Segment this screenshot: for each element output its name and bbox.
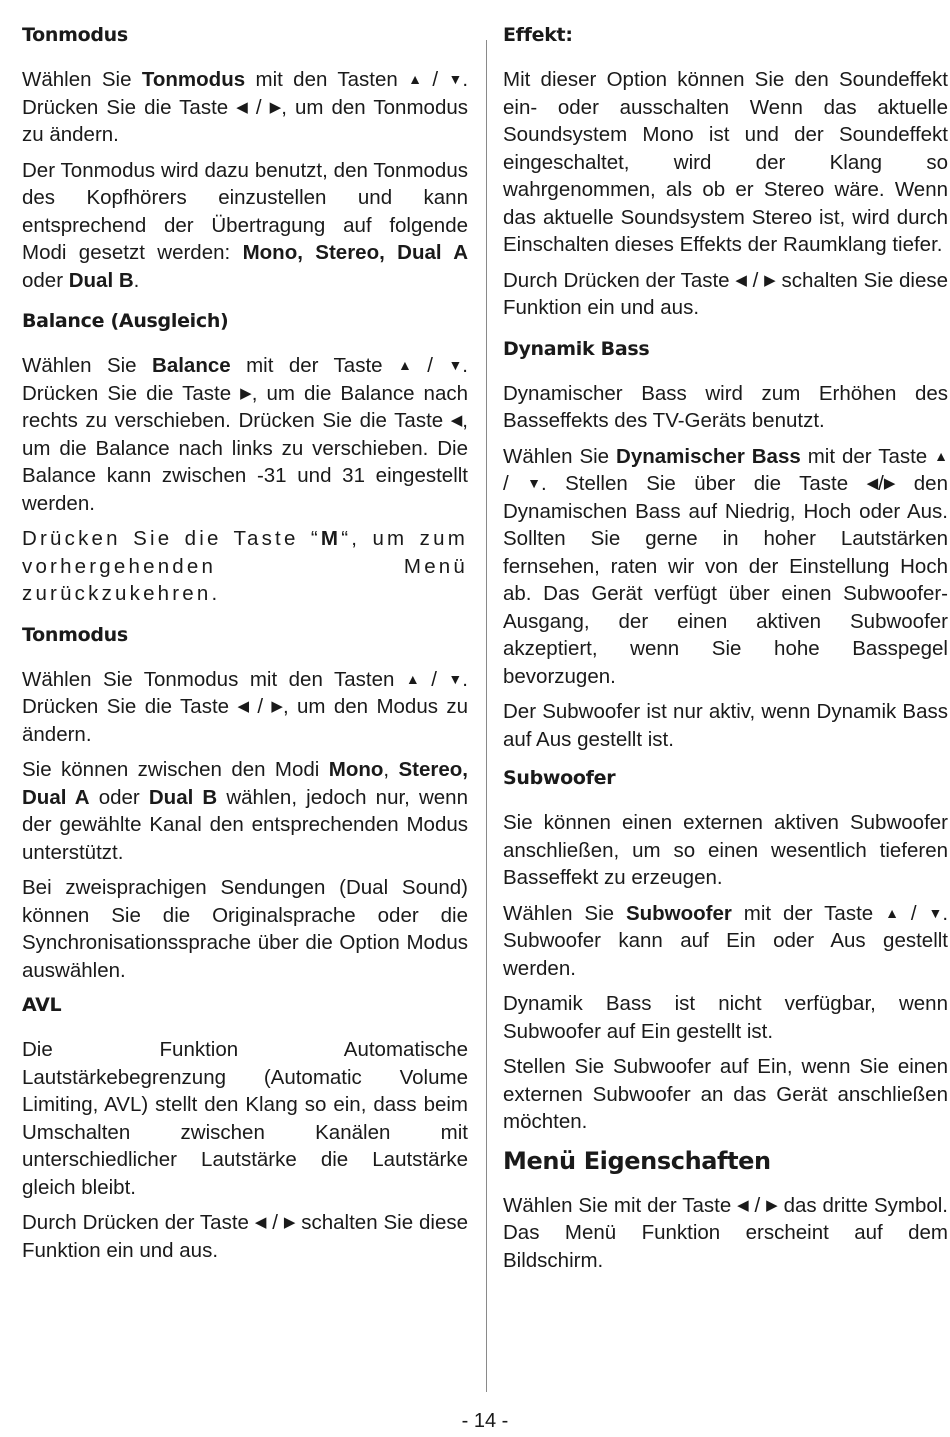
paragraph: Durch Drücken der Taste ◀ / ▶ schalten Sie diese Funktion ein und aus. bbox=[503, 268, 949, 319]
paragraph: Dynamik Bass ist nicht verfügbar, wenn Subwoofer auf Ein gestellt ist. bbox=[503, 992, 948, 1043]
section-title-balance: Balance (Ausgleich) bbox=[22, 310, 229, 332]
paragraph: Wählen Sie Tonmodus mit den Tasten ▲ / ▼. Drücken Sie die Taste ◀ / ▶, um den Tonmodus zu ändern. bbox=[22, 68, 469, 146]
up-arrow-icon: ▲ bbox=[398, 357, 412, 373]
up-arrow-icon: ▲ bbox=[405, 670, 420, 687]
section-title-effekt: Effekt: bbox=[503, 24, 573, 46]
up-arrow-icon: ▲ bbox=[885, 904, 899, 921]
right-arrow-icon: ▶ bbox=[269, 98, 282, 116]
paragraph: Dynamischer Bass wird zum Erhöhen des Basseffekts des TV-Geräts benutzt. bbox=[503, 381, 948, 432]
right-arrow-icon: ▶ bbox=[283, 1214, 296, 1231]
left-arrow-icon: ◀ bbox=[237, 698, 249, 715]
right-arrow-icon: ▶ bbox=[764, 271, 776, 289]
down-arrow-icon: ▼ bbox=[928, 904, 943, 921]
section-title-subwoofer: Subwoofer bbox=[503, 767, 616, 789]
left-column bbox=[22, 22, 468, 1272]
right-arrow-icon: ▶ bbox=[766, 1196, 778, 1214]
right-arrow-icon: ▶ bbox=[883, 475, 896, 492]
down-arrow-icon: ▼ bbox=[448, 357, 463, 373]
up-arrow-icon: ▲ bbox=[408, 71, 423, 87]
left-arrow-icon: ◀ bbox=[236, 98, 248, 116]
left-arrow-icon: ◀ bbox=[866, 475, 879, 492]
column-divider bbox=[486, 40, 487, 1392]
paragraph: Bei zweisprachigen Sendungen (Dual Sound) können Sie die Originalsprache oder die Synchronisationssprache über die Option Modus auswählen. bbox=[22, 876, 468, 982]
paragraph: Sie können zwischen den Modi Mono, Stereo, Dual A oder Dual B wählen, jedoch nur, wenn der gewählte Kanal den entsprechenden Modus unterstützt. bbox=[22, 758, 468, 864]
left-arrow-icon: ◀ bbox=[254, 1214, 267, 1231]
left-arrow-icon: ◀ bbox=[450, 412, 463, 429]
paragraph: Mit dieser Option können Sie den Soundeffekt ein- oder ausschalten Wenn das aktuelle Soundsystem Mono ist und der Soundeffekt eingeschaltet, wird der Klang so wahrgenommen, als ob er Stereo wäre. Wenn das aktuelle Soundsystem Stereo ist, wird durch Einschalten dieses Effekts der Raumklang tiefer. bbox=[503, 68, 948, 256]
paragraph: Die Funktion Automatische Lautstärkebegrenzung (Automatic Volume Limiting, AVL) stellt den Klang so ein, dass beim Umschalten zwischen Kanälen mit unterschiedlicher Lautstärke die Lautstärke gleich bleibt. bbox=[22, 1038, 468, 1199]
page-number: - 14 - bbox=[461, 1410, 509, 1432]
down-arrow-icon: ▼ bbox=[448, 670, 463, 687]
section-title-tonmodus: Tonmodus bbox=[22, 24, 128, 46]
section-title-menu-eigenschaften: Menü Eigenschaften bbox=[503, 1146, 771, 1175]
right-arrow-icon: ▶ bbox=[240, 384, 252, 402]
paragraph: Der Subwoofer ist nur aktiv, wenn Dynamik Bass auf Aus gestellt ist. bbox=[503, 700, 948, 751]
paragraph: Sie können einen externen aktiven Subwoofer anschließen, um so einen wesentlich tieferen Basseffekt zu erzeugen. bbox=[503, 811, 948, 889]
paragraph: Wählen Sie Subwoofer mit der Taste ▲ / ▼. Subwoofer kann auf Ein oder Aus gestellt werden. bbox=[503, 901, 949, 980]
section-title-dynamik-bass: Dynamik Bass bbox=[503, 337, 650, 360]
paragraph: Der Tonmodus wird dazu benutzt, den Tonmodus des Kopfhörers einzustellen und kann entsprechend der Übertragung auf folgende Modi gesetzt werden: Mono, Stereo, Dual A oder Dual B. bbox=[22, 158, 468, 292]
down-arrow-icon: ▼ bbox=[448, 71, 463, 87]
paragraph: Wählen Sie mit der Taste ◀ / ▶ das dritte Symbol. Das Menü Funktion erscheint auf dem Bildschirm. bbox=[503, 1193, 949, 1272]
paragraph: Wählen Sie Tonmodus mit den Tasten ▲ / ▼. Drücken Sie die Taste ◀ / ▶, um den Modus zu ändern. bbox=[22, 667, 469, 746]
left-arrow-icon: ◀ bbox=[735, 271, 747, 289]
paragraph: Wählen Sie Balance mit der Taste ▲ / ▼. Drücken Sie die Taste ▶, um die Balance nach rechts zu verschieben. Drücken Sie die Taste ◀, um die Balance nach links zu verschieben. Die Balance kann zwischen -31 und 31 eingestellt werden. bbox=[22, 354, 468, 515]
paragraph: Stellen Sie Subwoofer auf Ein, wenn Sie einen externen Subwoofer an das Gerät anschließen möchten. bbox=[503, 1055, 948, 1133]
paragraph: Durch Drücken der Taste ◀ / ▶ schalten Sie diese Funktion ein und aus. bbox=[22, 1211, 469, 1262]
paragraph: Wählen Sie Dynamischer Bass mit der Taste ▲ / ▼. Stellen Sie über die Taste ◀/▶ den Dynamischen Bass auf Niedrig, Hoch oder Aus. Sollten Sie gerne in hoher Lautstärken fernsehen, raten wir von der Einstellung Hoch ab. Das Gerät verfügt über einen Subwoofer-Ausgang, der einen aktiven Subwoofer akzeptiert, wenn Sie hohe Basspegel bevorzugen. bbox=[503, 444, 948, 688]
section-title-avl: AVL bbox=[22, 994, 62, 1016]
up-arrow-icon: ▲ bbox=[934, 447, 948, 464]
down-arrow-icon: ▼ bbox=[527, 475, 541, 491]
right-arrow-icon: ▶ bbox=[271, 698, 283, 715]
right-column bbox=[503, 22, 948, 1282]
left-arrow-icon: ◀ bbox=[737, 1196, 749, 1214]
paragraph: Drücken Sie die Taste “M“, um zum vorhergehenden Menü zurückzukehren. bbox=[22, 527, 468, 605]
section-title-tonmodus-2: Tonmodus bbox=[22, 623, 128, 646]
